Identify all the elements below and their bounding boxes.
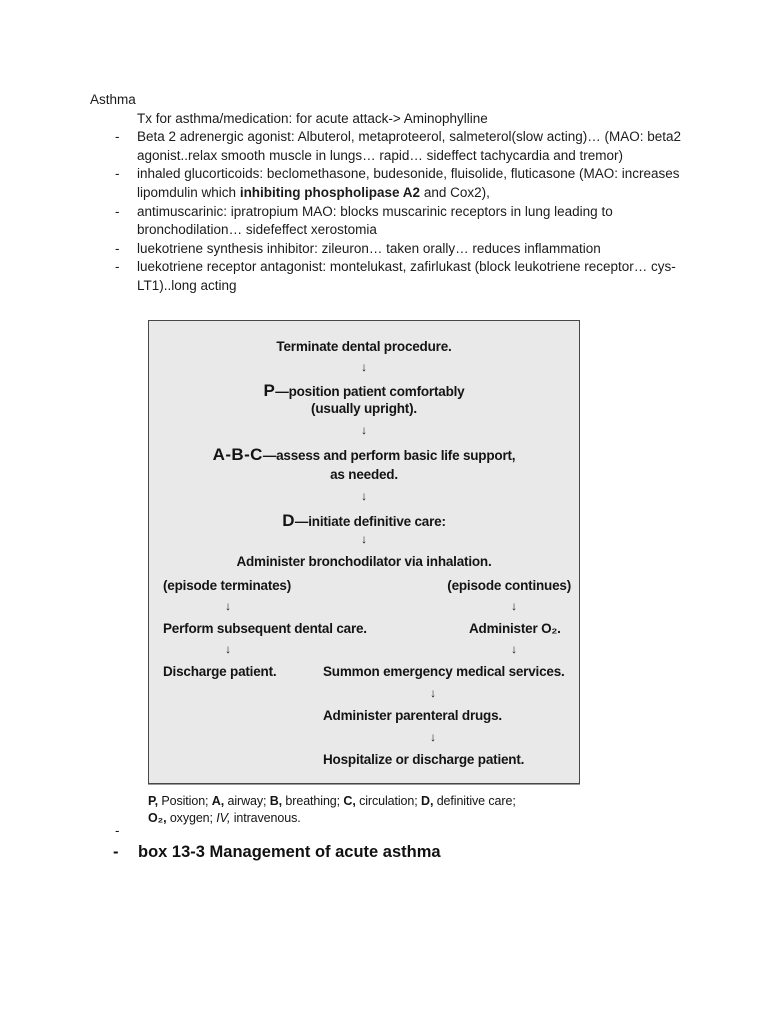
bullet-dash: - <box>115 166 120 182</box>
caption-desc: circulation; <box>355 794 422 808</box>
figure-title-line <box>113 843 441 862</box>
bullet-dash: - <box>115 129 120 145</box>
down-arrow-icon: ↓ <box>225 642 231 656</box>
caption-desc: airway; <box>224 794 270 808</box>
caption-key: B, <box>269 794 283 808</box>
caption-desc: oxygen; <box>166 811 217 825</box>
step-abc-text: —assess and perform basic life support, <box>262 448 516 463</box>
bullet-text-bold: inhibiting phospholipase A2 <box>239 184 421 200</box>
flowchart-step-hospitalize: Hospitalize or discharge patient. <box>323 752 525 767</box>
branch-label-terminates: (episode terminates) <box>163 578 292 593</box>
caption-key: D, <box>421 794 434 808</box>
bullet-text: luekotriene synthesis inhibitor: zileuron… taken orally… reduces inflammation <box>137 240 601 256</box>
down-arrow-icon: ↓ <box>225 599 231 613</box>
flowchart-step-discharge: Discharge patient. <box>163 664 277 679</box>
bullet-text-pre: inhaled glucorticoids: beclomethasone, budesonide, fluisolide, fluticasone (MAO: increases lipomdulin which <box>137 166 680 200</box>
list-item <box>115 258 690 295</box>
flowchart-box <box>148 320 580 784</box>
branch-label-continues: (episode continues) <box>447 578 571 593</box>
list-item <box>115 240 690 259</box>
caption-key-iv: IV, <box>216 811 231 825</box>
down-arrow-icon: ↓ <box>361 532 367 546</box>
caption-key: C, <box>343 794 356 808</box>
list-item <box>115 203 690 240</box>
figure-caption-line2 <box>148 810 580 827</box>
flowchart-step-administer-o2: Administer O₂. <box>469 621 561 636</box>
caption-key: A, <box>211 794 225 808</box>
flowchart-step-bronchodilator: Administer bronchodilator via inhalation. <box>236 554 492 569</box>
down-arrow-icon: ↓ <box>430 730 436 744</box>
figure-caption-line1 <box>148 793 580 810</box>
bullet-dash: - <box>115 259 120 275</box>
list-item <box>115 165 690 202</box>
caption-desc: breathing; <box>282 794 344 808</box>
bullet-text <box>137 165 683 202</box>
figure-title-text: box 13-3 Management of acute asthma <box>138 843 441 861</box>
caption-desc: intravenous. <box>230 811 301 825</box>
caption-desc: Position; <box>158 794 212 808</box>
step-position-text: —position patient comfortably <box>275 384 465 399</box>
caption-key: P, <box>148 794 158 808</box>
bullet-text: luekotriene receptor antagonist: montelukast, zafirlukast (block leukotriene receptor… cys-LT1)..long acting <box>137 259 676 293</box>
step-definitive-text: —initiate definitive care: <box>294 514 446 529</box>
flowchart-step-summon-ems: Summon emergency medical services. <box>323 664 565 679</box>
down-arrow-icon: ↓ <box>361 489 367 503</box>
page-title: Asthma <box>90 92 136 107</box>
down-arrow-icon: ↓ <box>511 642 517 656</box>
list-item <box>115 128 690 165</box>
empty-bullet-dash: - <box>115 823 120 838</box>
bullet-dash: - <box>115 240 120 256</box>
caption-key: O₂, <box>148 811 167 825</box>
down-arrow-icon: ↓ <box>430 686 436 700</box>
flowchart-step-definitive <box>149 511 579 531</box>
flowchart-step-parenteral-drugs: Administer parenteral drugs. <box>323 708 502 723</box>
bullet-text: Beta 2 adrenergic agonist: Albuterol, metaproteerol, salmeterol(slow acting)… (MAO: beta2 agonist..relax smooth muscle in lungs… rapid… sideffect tachycardia and tremor) <box>137 129 682 163</box>
bullet-text-post: and Cox2), <box>420 184 490 200</box>
caption-desc: definitive care; <box>433 794 516 808</box>
footer-dash: - <box>113 843 119 861</box>
down-arrow-icon: ↓ <box>361 423 367 437</box>
flowchart-step-abc <box>149 445 579 465</box>
bullet-dash: - <box>115 203 120 219</box>
letter-abc: A-B-C <box>212 445 263 464</box>
bullet-text: antimuscarinic: ipratropium MAO: blocks muscarinic receptors in lung leading to bronchodilation… sidefeffect xerostomia <box>137 203 613 238</box>
letter-p: P <box>263 381 276 400</box>
bullet-list <box>115 128 690 295</box>
step-position-line2: (usually upright). <box>311 401 417 416</box>
intro-line: Tx for asthma/medication: for acute attack-> Aminophylline <box>137 110 488 126</box>
down-arrow-icon: ↓ <box>361 360 367 374</box>
down-arrow-icon: ↓ <box>511 599 517 613</box>
flowchart-figure <box>148 320 580 827</box>
notes-document <box>90 91 690 296</box>
flowchart-step-position <box>149 381 579 401</box>
figure-caption <box>148 793 580 827</box>
step-abc-line2: as needed. <box>330 467 398 482</box>
letter-d: D <box>282 511 295 530</box>
flowchart-step-subsequent-care: Perform subsequent dental care. <box>163 621 367 636</box>
flowchart-step-terminate: Terminate dental procedure. <box>276 339 452 354</box>
